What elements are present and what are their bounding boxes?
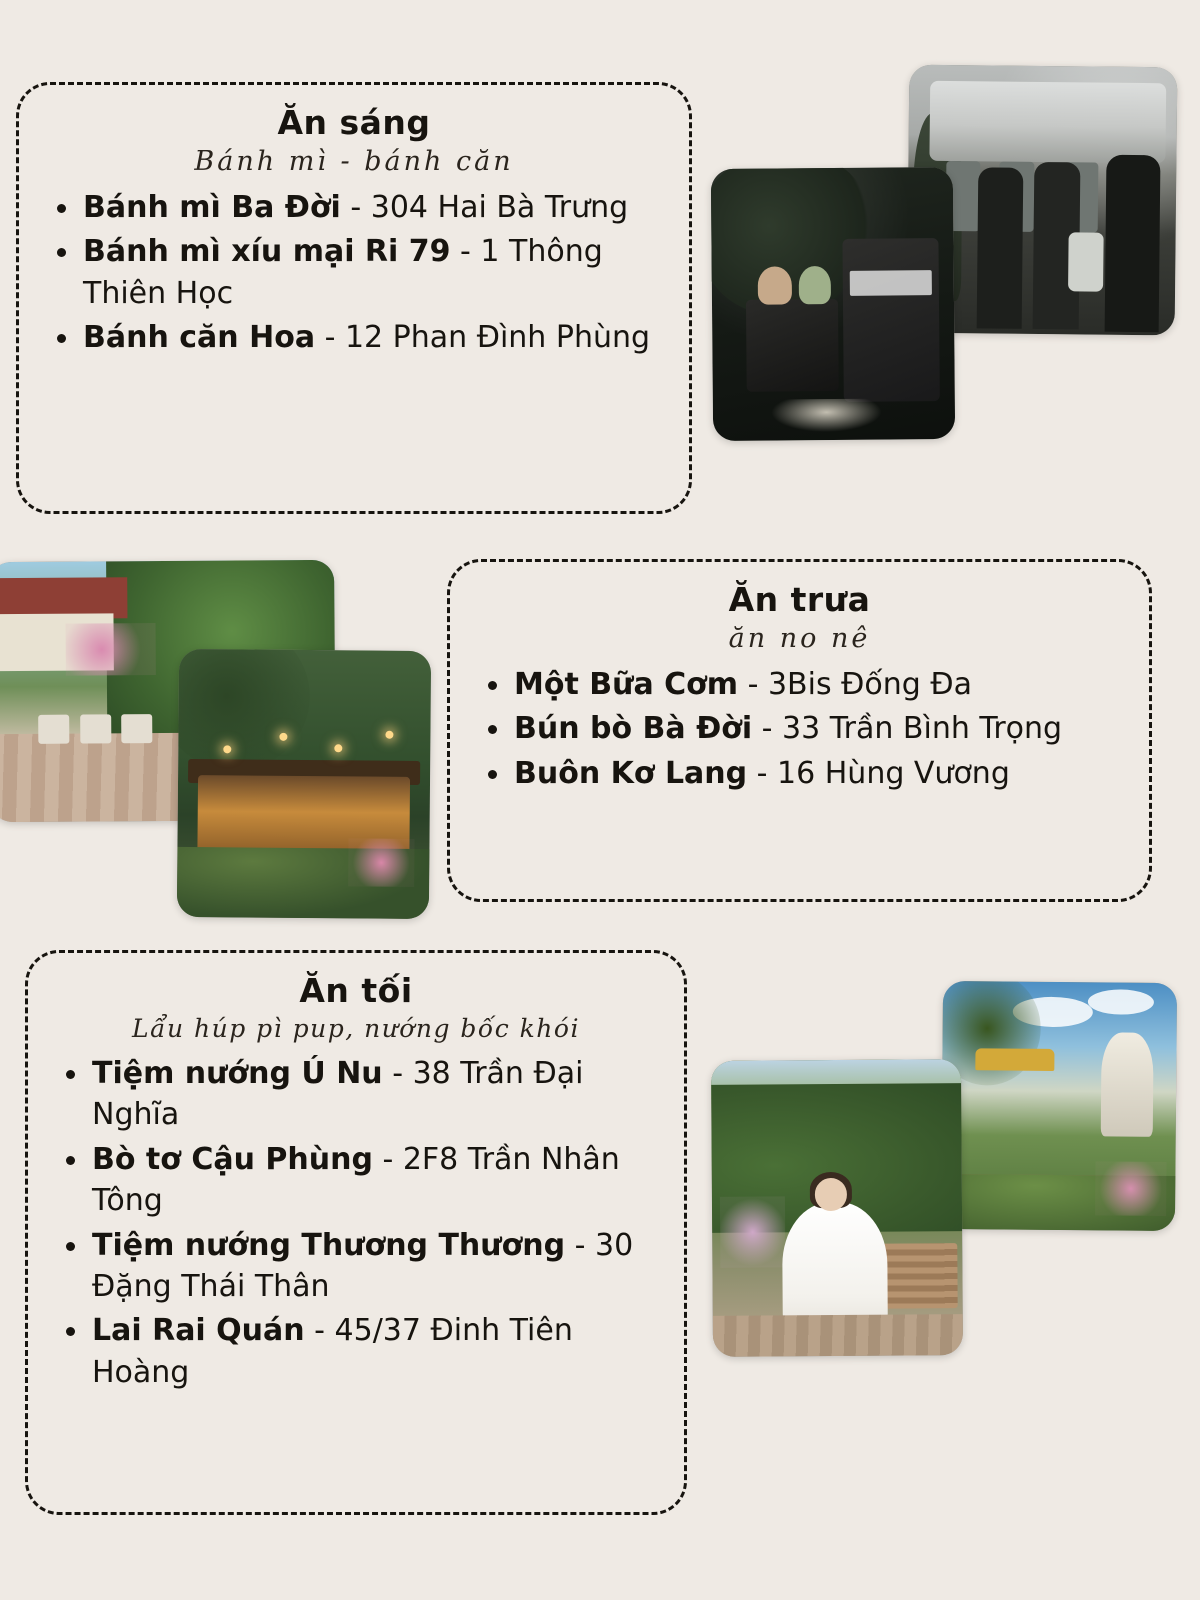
list-item [62, 1310, 658, 1393]
place-name: Một Bữa Cơm [514, 667, 739, 702]
place-address: - 45/37 Đinh Tiên Hoàng [92, 1313, 573, 1390]
place-address: - 1 Thông Thiên Học [83, 234, 603, 311]
place-name: Bò tơ Cậu Phùng [92, 1141, 373, 1177]
list-item [53, 187, 663, 228]
list-item [484, 753, 1123, 794]
place-address: - 16 Hùng Vương [747, 755, 1010, 791]
card-lunch-subtitle: ăn no nê [728, 623, 871, 654]
photo-airdream-card [711, 167, 955, 441]
list-item [62, 1225, 658, 1308]
place-address: - 12 Phan Đình Phùng [315, 320, 651, 356]
place-address: - 304 Hai Bà Trưng [340, 190, 629, 225]
place-address: - 3Bis Đống Đa [738, 667, 972, 702]
photo-girl-white-dress [711, 1059, 963, 1357]
photo-wooden-cafe [177, 649, 431, 919]
place-address: - 30 Đặng Thái Thân [92, 1227, 634, 1304]
list-item [484, 664, 1123, 705]
photo-airdream-label [850, 270, 932, 295]
card-dinner-title: Ăn tối [299, 971, 413, 1010]
list-item [53, 317, 663, 358]
place-name: Bánh mì Ba Đời [83, 190, 341, 225]
card-dinner [25, 950, 687, 1515]
list-item [62, 1139, 658, 1222]
card-breakfast [16, 82, 692, 514]
photo-hillside-view [941, 981, 1177, 1231]
place-name: Bánh căn Hoa [83, 320, 316, 356]
card-breakfast-title: Ăn sáng [277, 103, 431, 142]
place-name: Bún bò Bà Đời [514, 711, 753, 747]
card-breakfast-subtitle: Bánh mì - bánh căn [194, 146, 514, 177]
list-item [484, 708, 1123, 749]
card-lunch [447, 559, 1152, 902]
card-lunch-title: Ăn trưa [728, 580, 871, 619]
card-breakfast-list [19, 187, 689, 376]
place-name: Tiệm nướng Thương Thương [92, 1227, 566, 1263]
list-item [62, 1053, 658, 1136]
place-name: Tiệm nướng Ú Nu [92, 1056, 383, 1091]
place-name: Bánh mì xíu mại Ri 79 [83, 234, 451, 270]
card-dinner-list [28, 1053, 684, 1410]
place-address: - 33 Trần Bình Trọng [752, 711, 1063, 747]
place-address: - 2F8 Trần Nhân Tông [92, 1141, 620, 1219]
place-name: Buôn Kơ Lang [514, 755, 748, 791]
place-address: - 38 Trần Đại Nghĩa [92, 1056, 584, 1133]
place-name: Lai Rai Quán [92, 1313, 305, 1349]
card-dinner-subtitle: Lẩu húp pì pup, nướng bốc khói [132, 1014, 580, 1043]
list-item [53, 231, 663, 314]
card-lunch-list [450, 664, 1149, 811]
